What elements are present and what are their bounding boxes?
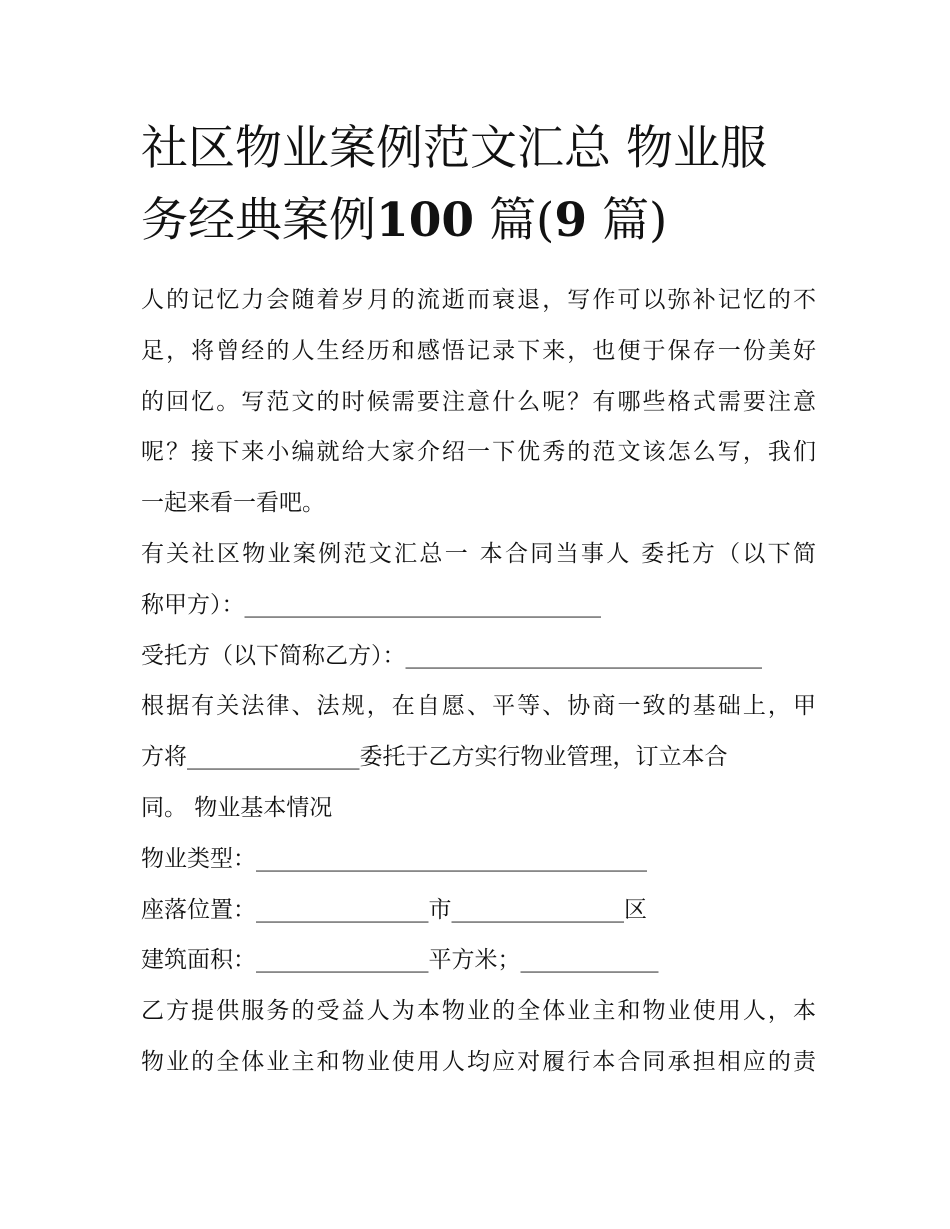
body-line: 称甲方）：_______________________________ [141, 591, 601, 618]
title-text: 篇( [489, 193, 555, 248]
body-line: 的回忆。写范文的时候需要注意什么呢？有哪些格式需要注意 [141, 388, 816, 415]
title-text: 务经典案例 [141, 193, 376, 248]
body-line: 呢？接下来小编就给大家介绍一下优秀的范文该怎么写，我们 [141, 439, 816, 466]
body-line: 根据有关法律、法规，在自愿、平等、协商一致的基础上，甲 [141, 693, 816, 720]
body-line: 足，将曾经的人生经历和感悟记录下来，也便于保存一份美好 [141, 337, 816, 364]
document-body [141, 275, 816, 1088]
title-text: 篇) [602, 193, 668, 248]
body-line: 物业类型：__________________________________ [141, 845, 647, 872]
body-line: 建筑面积：_______________平方米；____________ [141, 947, 659, 974]
title-number: 9 [554, 193, 588, 248]
title-line-1: 社区物业案例范文汇总 物业服 [141, 121, 767, 176]
body-line: 乙方提供服务的受益人为本物业的全体业主和物业使用人，本 [141, 998, 816, 1025]
body-line: 方将_______________委托于乙方实行物业管理，订立本合 [141, 744, 728, 771]
body-line: 座落位置：_______________市_______________区 [141, 896, 647, 923]
title-line-2 [141, 193, 667, 248]
body-line: 受托方（以下简称乙方）：_______________________________ [141, 642, 762, 669]
body-line: 人的记忆力会随着岁月的流逝而衰退，写作可以弥补记忆的不 [141, 287, 816, 313]
body-line: 物业的全体业主和物业使用人均应对履行本合同承担相应的责 [141, 1048, 816, 1075]
body-line: 同。 物业基本情况 [141, 794, 333, 821]
body-line: 一起来看一看吧。 [141, 490, 325, 517]
body-line: 有关社区物业案例范文汇总一 本合同当事人 委托方（以下简 [141, 540, 816, 567]
document-title [141, 113, 821, 257]
title-number: 100 [376, 193, 475, 248]
